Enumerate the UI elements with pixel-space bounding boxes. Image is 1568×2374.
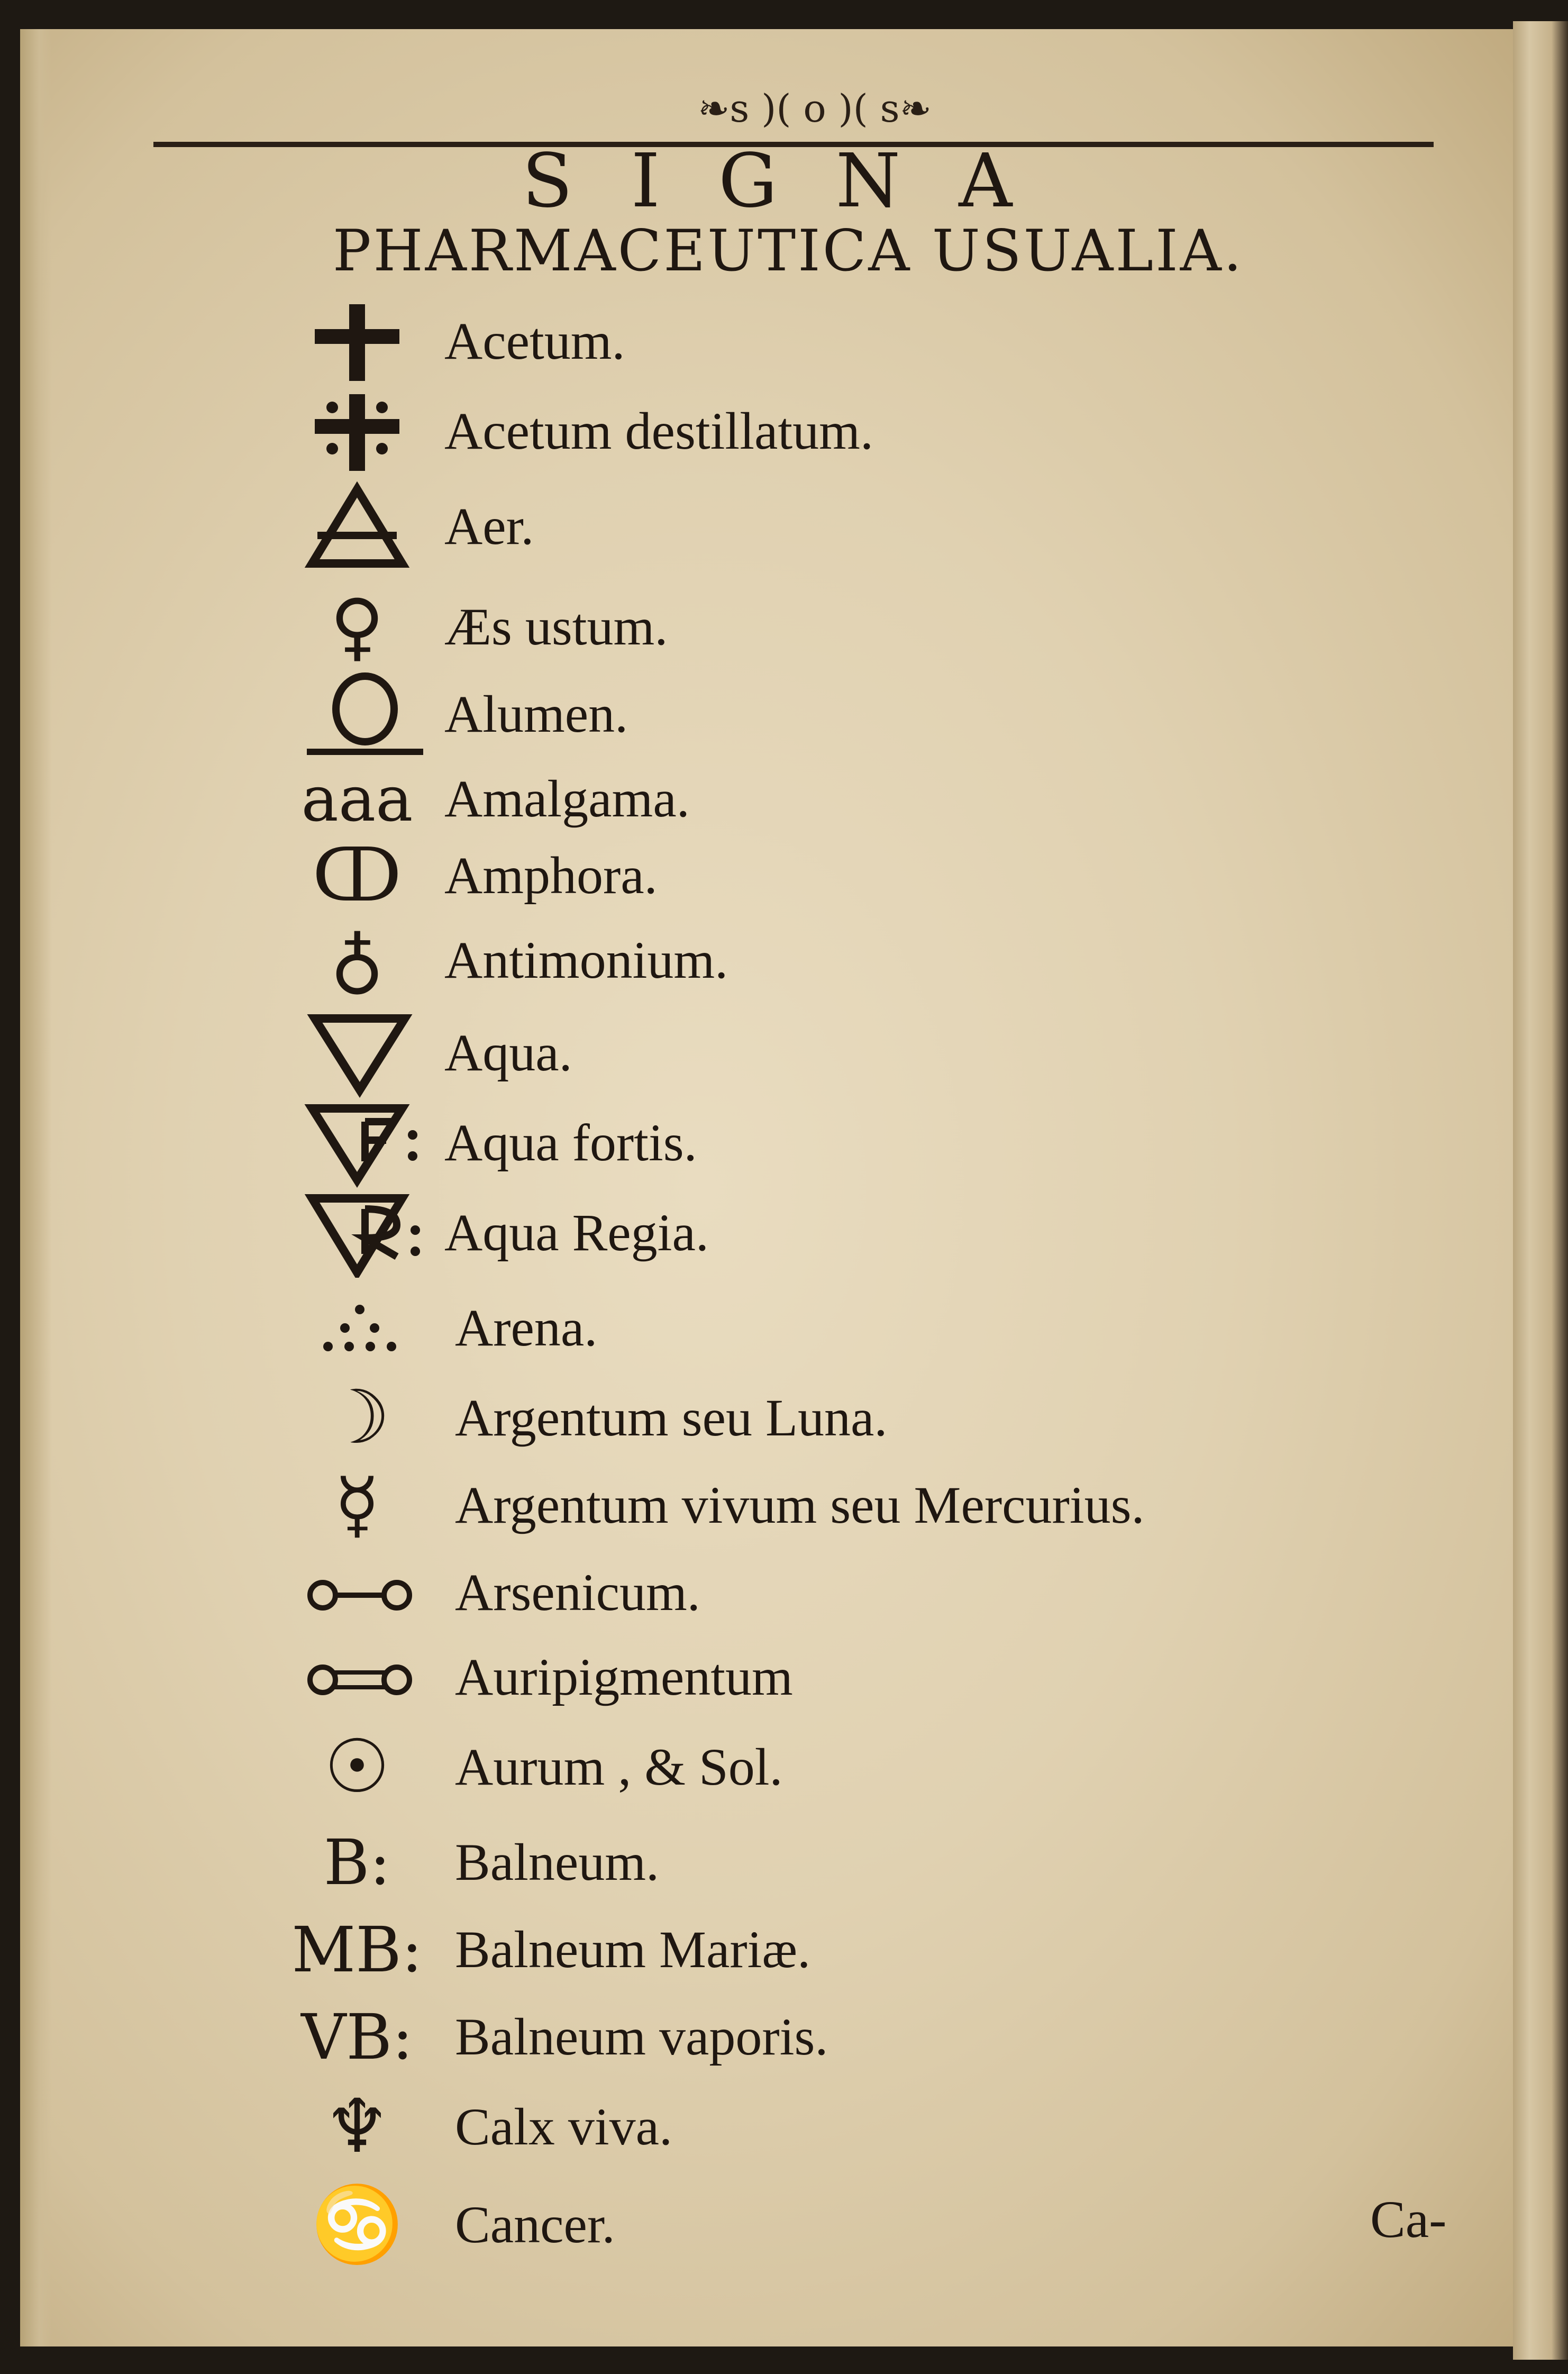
antimony-icon: ♁ <box>330 917 385 1003</box>
entry-row <box>286 1992 1344 2082</box>
catchword: Ca- <box>1370 2190 1447 2249</box>
entry-label: Arena. <box>455 1298 598 1357</box>
venus-icon: ♀ <box>330 584 385 670</box>
entry-row <box>286 1632 1344 1722</box>
aqua-regia-icon <box>286 1188 429 1278</box>
entry-label: Æs ustum. <box>444 597 668 656</box>
cancer-icon: ♋ <box>311 2181 404 2268</box>
entry-label: Calx viva. <box>455 2097 673 2156</box>
trident-icon: ♆ <box>324 2084 390 2170</box>
entry-label: Cancer. <box>455 2195 615 2254</box>
entry-label: Argentum vivum seu Mercurius. <box>455 1476 1145 1534</box>
sun-icon: ☉ <box>324 1724 390 1810</box>
entry-row <box>286 1373 1344 1463</box>
entry-label: Arsenicum. <box>455 1563 700 1622</box>
entry-label: Amphora. <box>444 846 658 905</box>
entry-row <box>286 1460 1344 1550</box>
auripigment-icon <box>286 1632 429 1722</box>
entry-row <box>286 1188 1344 1278</box>
entry-label: Antimonium. <box>444 931 728 989</box>
entry-row <box>286 1283 1344 1373</box>
amphora-icon: ↀ <box>312 832 402 918</box>
entry-label: Acetum. <box>444 312 625 370</box>
entry-label: Aqua fortis. <box>444 1113 697 1172</box>
balneum-icon: B: <box>323 1826 391 1899</box>
mercury-icon: ☿ <box>334 1462 380 1548</box>
entry-row <box>286 386 1344 476</box>
page-edge <box>20 29 52 2346</box>
moon-icon: ☽ <box>324 1375 390 1461</box>
page-title: SIGNA <box>522 138 1071 224</box>
entry-label: Balneum vaporis. <box>455 2007 828 2066</box>
entry-row <box>286 1098 1344 1188</box>
entry-label: Balneum Mariæ. <box>455 1920 811 1979</box>
balneum-mariae-icon: MB: <box>291 1913 423 1986</box>
entry-row <box>286 1008 1344 1098</box>
entry-label: Alumen. <box>444 685 628 743</box>
entry-row <box>286 1817 1344 1907</box>
circle-bar-icon <box>286 669 429 759</box>
entry-label: Aqua Regia. <box>444 1203 709 1262</box>
entry-row <box>286 582 1344 672</box>
entry-row <box>286 915 1344 1005</box>
aqua-fortis-icon <box>286 1098 429 1188</box>
entry-row <box>286 296 1344 386</box>
page-subtitle: PHARMACEUTICA USUALIA. <box>332 218 1244 284</box>
entry-row <box>286 2180 1344 2270</box>
triangle-bar-icon <box>286 481 429 571</box>
book-gutter <box>1513 21 1568 2360</box>
entry-row <box>286 1548 1344 1638</box>
entry-label: Argentum seu Luna. <box>455 1388 888 1447</box>
entry-label: Balneum. <box>455 1833 660 1891</box>
cross-dotted-icon <box>286 386 429 476</box>
cross-icon <box>286 296 429 386</box>
arsenic-icon <box>286 1548 429 1638</box>
entry-row <box>286 831 1344 921</box>
header-ornament: ❧s )( o )( s❧ <box>698 86 932 131</box>
triangle-down-icon <box>286 1008 429 1098</box>
entry-label: Acetum destillatum. <box>444 402 873 460</box>
dots-icon <box>286 1283 429 1373</box>
balneum-vaporis-icon: VB: <box>301 2000 413 2073</box>
entry-label: Aer. <box>444 497 534 556</box>
entry-row <box>286 669 1344 759</box>
entry-row <box>286 481 1344 571</box>
entry-row <box>286 1722 1344 1812</box>
entry-label: Auripigmentum <box>455 1648 793 1706</box>
entry-row <box>286 1905 1344 1995</box>
entry-label: Amalgama. <box>444 769 690 828</box>
entry-label: Aurum , & Sol. <box>455 1738 783 1796</box>
amalgama-icon: aaa <box>301 762 413 835</box>
entry-row <box>286 2082 1344 2172</box>
entry-label: Aqua. <box>444 1023 572 1082</box>
